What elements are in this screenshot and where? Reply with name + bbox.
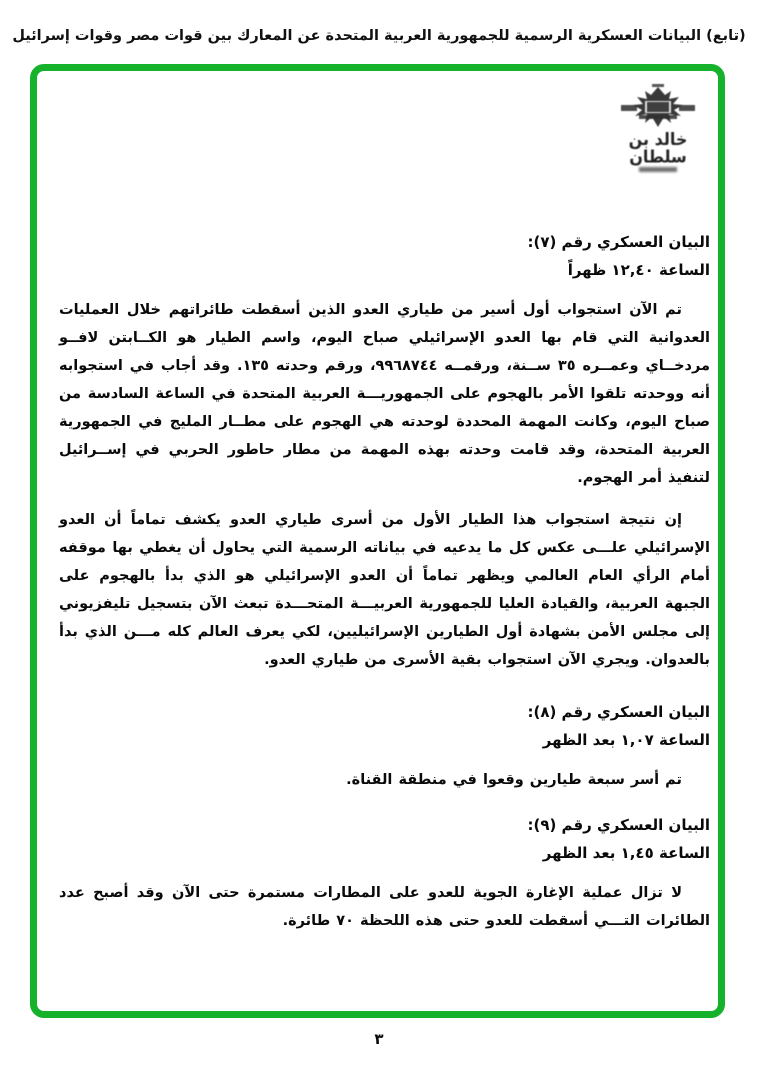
statement-7-paragraph-2: إن نتيجة استجواب هذا الطيار الأول من أسرى طياري العدو يكشف تماماً أن العدو الإسرائيلي علـــى عكس كل ما يدعيه في بياناته الرسمية التي يحاول أن يغطي بها موقفه أمام الرأي العام العالمي ويظهر تماماً أن العدو الإسرائيلي هو الذي بدأ بالهجوم على الجبهة العربية، والقيادة العليا للجمهورية العربيـــة المتحـــدة تبعث الآن بتسجيل تليفزيوني إلى مجلس الأمن بشهادة أول الطيارين الإسرائيليين، لكي يعرف العالم كله مـــن الذي بدأ بالعدوان. ويجري الآن استجواب بقية الأسرى من طياري العدو. <box>59 512 710 668</box>
document-body <box>37 71 718 935</box>
statement-9-paragraph-1: لا تزال عملية الإغارة الجوية للعدو على المطارات مستمرة حتى الآن وقد أصبح عدد الطائرات التـــي أسقطت للعدو حتى هذه اللحظة ٧٠ طائرة. <box>59 885 710 929</box>
statement-8-paragraph-1: تم أسر سبعة طيارين وقعوا في منطقة القناة. <box>346 772 682 788</box>
stamp-owner-name: خالد بن سلطان <box>628 129 688 167</box>
library-stamp <box>602 83 714 172</box>
military-statement-8 <box>59 698 710 794</box>
military-statement-9 <box>59 811 710 935</box>
page-header-title: (تابع) البيانات العسكرية الرسمية للجمهورية العربية المتحدة عن المعارك بين قوات مصر وقوات إسرائيل <box>12 28 746 44</box>
stamp-subtext-mark <box>639 167 677 172</box>
page-number: ٣ <box>374 1030 384 1048</box>
statement-7-time: الساعة ١٢,٤٠ ظهراً <box>567 261 710 279</box>
statement-8-time: الساعة ١,٠٧ بعد الظهر <box>542 731 710 749</box>
statement-9-time: الساعة ١,٤٥ بعد الظهر <box>542 844 710 862</box>
military-statement-7 <box>59 228 710 674</box>
green-border-frame <box>30 64 725 1018</box>
statement-7-heading: البيان العسكري رقم (٧): <box>527 233 710 251</box>
statement-8-heading: البيان العسكري رقم (٨): <box>527 703 710 721</box>
stamp-emblem-icon <box>602 83 714 131</box>
statement-7-paragraph-1: تم الآن استجواب أول أسير من طياري العدو الذين أسقطت طائراتهم خلال العمليات العدوانية التي قام بها العدو الإسرائيلي صباح اليوم، واسم الطيار هو الكــابتن لافــو مردخــاي وعمــره ٣٥ ســنة، ورقمــه ٩٩٦٨٧٤٤، ورقم وحدته ١٣٥. وقد أجاب في استجوابه أنه ووحدته تلقوا الأمر بالهجوم على الجمهوريـــة العربية المتحدة في الساعة السادسة من صباح اليوم، وكانت المهمة المحددة لوحدته هي الهجوم على مطــار المليج في الجمهورية العربية المتحدة، وقد قامت وحدته بهذه المهمة من مطار حاطور الحربي في إســرائيل لتنفيذ أمر الهجوم. <box>59 302 710 486</box>
statement-9-heading: البيان العسكري رقم (٩): <box>527 816 710 834</box>
